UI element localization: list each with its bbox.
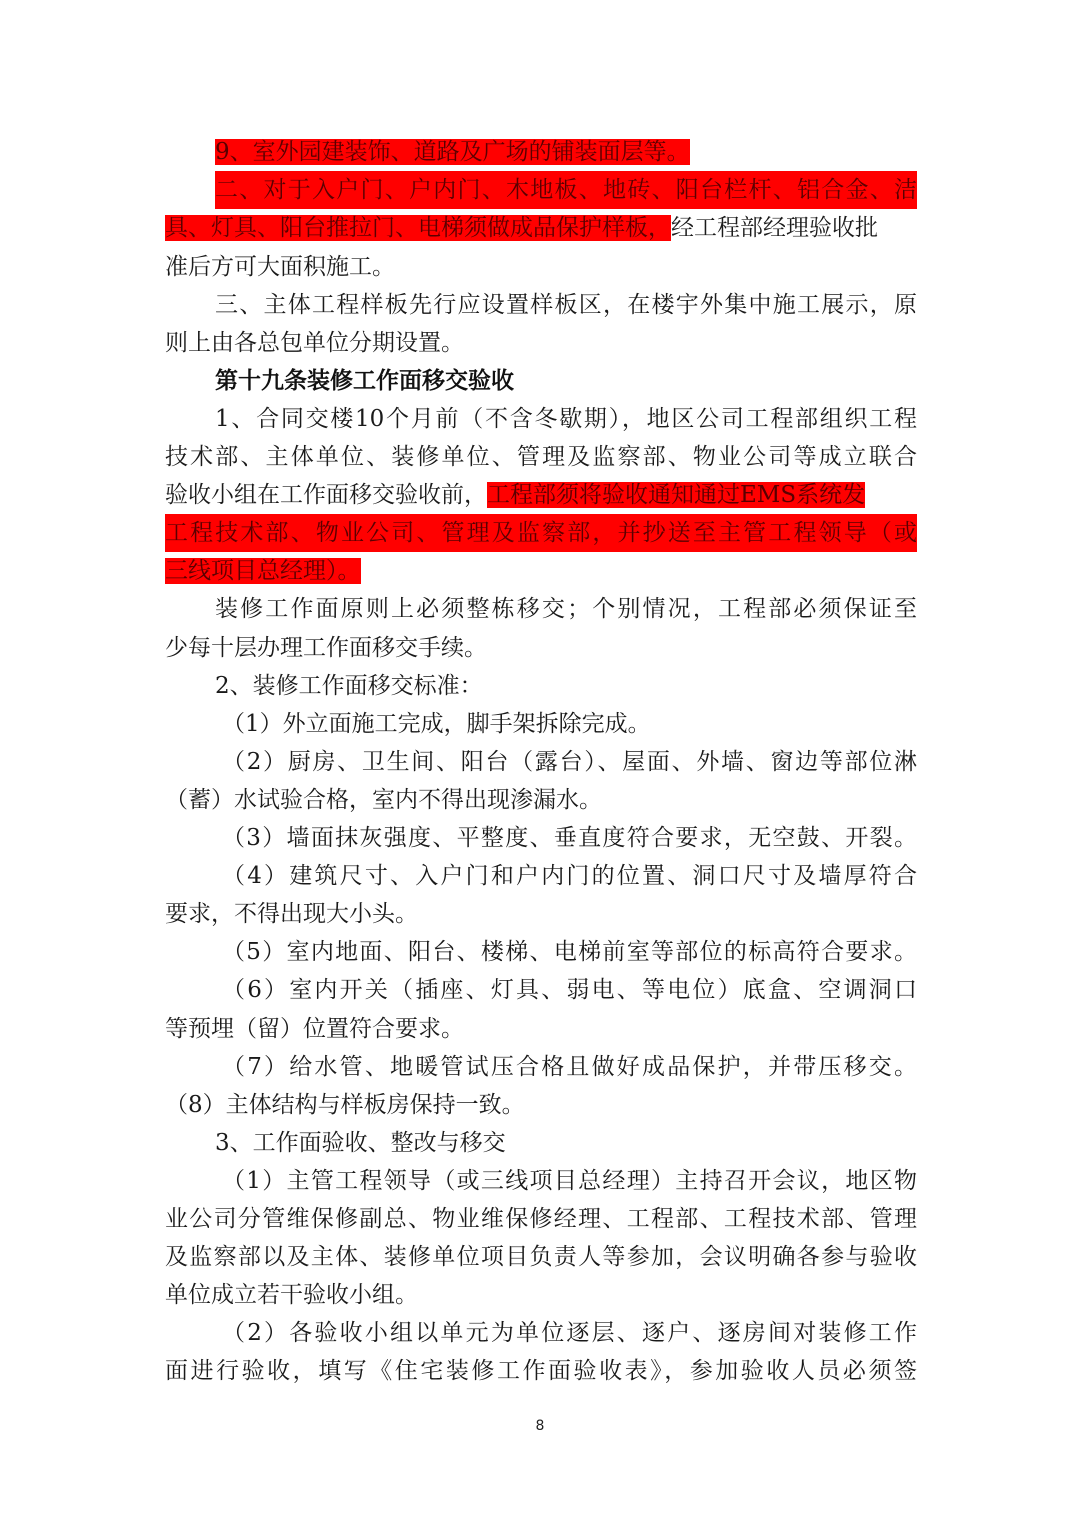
text-line: 2、装修工作面移交标准： bbox=[215, 673, 483, 699]
text-line: 装修工作面原则上必须整栋移交；个别情况，工程部必须保证至 bbox=[215, 596, 917, 622]
text-line: （2）厨房、卫生间、阳台（露台）、屋面、外墙、窗边等部位淋 bbox=[222, 749, 917, 775]
text-line: 及监察部以及主体、装修单位项目负责人等参加，会议明确各参与验收 bbox=[165, 1244, 917, 1270]
plain-text: 验收小组在工作面移交验收前， bbox=[165, 482, 487, 508]
text-line: （6）室内开关（插座、灯具、弱电、等电位）底盒、空调洞口 bbox=[222, 977, 917, 1003]
text-line: 则上由各总包单位分期设置。 bbox=[165, 330, 464, 356]
text-line: （4）建筑尺寸、入户门和户内门的位置、洞口尺寸及墙厚符合 bbox=[222, 863, 917, 889]
text-line: 面进行验收，填写《住宅装修工作面验收表》，参加验收人员必须签 bbox=[165, 1358, 917, 1384]
text-line bbox=[165, 476, 917, 514]
highlighted-text: 9、室外园建装饰、道路及广场的铺装面层等。 bbox=[215, 139, 690, 165]
text-line: 等预埋（留）位置符合要求。 bbox=[165, 1016, 464, 1042]
text-line bbox=[165, 209, 917, 247]
text-line: （5）室内地面、阳台、楼梯、电梯前室等部位的标高符合要求。 bbox=[222, 939, 917, 965]
text-line: （1）外立面施工完成，脚手架拆除完成。 bbox=[222, 711, 651, 737]
text-line: （7）给水管、地暖管试压合格且做好成品保护，并带压移交。 bbox=[222, 1054, 917, 1080]
text-line: 要求，不得出现大小头。 bbox=[165, 901, 418, 927]
text-line: （1）主管工程领导（或三线项目总经理）主持召开会议，地区物 bbox=[222, 1168, 917, 1194]
page-number: 8 bbox=[535, 1418, 545, 1434]
text-line: （3）墙面抹灰强度、平整度、垂直度符合要求，无空鼓、开裂。 bbox=[222, 825, 917, 851]
text-line: 3、工作面验收、整改与移交 bbox=[215, 1130, 506, 1156]
highlighted-text: 具、灯具、阳台推拉门、电梯须做成品保护样板， bbox=[165, 215, 671, 241]
text-line: （2）各验收小组以单元为单位逐层、逐户、逐房间对装修工作 bbox=[222, 1320, 917, 1346]
text-line: 业公司分管维保修副总、物业维保修经理、工程部、工程技术部、管理 bbox=[165, 1206, 917, 1232]
text-line: 1、合同交楼10个月前（不含冬歇期），地区公司工程部组织工程 bbox=[215, 406, 917, 432]
text-line: 准后方可大面积施工。 bbox=[165, 254, 395, 280]
highlighted-line: 二、对于入户门、户内门、木地板、地砖、阳台栏杆、铝合金、洁 bbox=[215, 171, 917, 209]
text-line bbox=[215, 133, 917, 171]
text-line: 少每十层办理工作面移交手续。 bbox=[165, 635, 487, 661]
text-line: 单位成立若干验收小组。 bbox=[165, 1282, 418, 1308]
text-line: 三、主体工程样板先行应设置样板区，在楼宇外集中施工展示，原 bbox=[215, 292, 917, 318]
text-line: 技术部、主体单位、装修单位、管理及监察部、物业公司等成立联合 bbox=[165, 444, 917, 470]
highlighted-text: 工程部须将验收通知通过EMS系统发 bbox=[487, 482, 866, 508]
highlighted-line: 工程技术部、物业公司、管理及监察部，并抄送至主管工程领导（或 bbox=[165, 514, 917, 552]
highlighted-text: 三线项目总经理）。 bbox=[165, 558, 361, 584]
text-line: （8）主体结构与样板房保持一致。 bbox=[165, 1092, 525, 1118]
section-heading: 第十九条装修工作面移交验收 bbox=[215, 367, 514, 394]
text-line: （蓄）水试验合格，室内不得出现渗漏水。 bbox=[165, 787, 602, 813]
plain-text: 经工程部经理验收批 bbox=[671, 215, 878, 241]
text-line bbox=[165, 552, 917, 590]
